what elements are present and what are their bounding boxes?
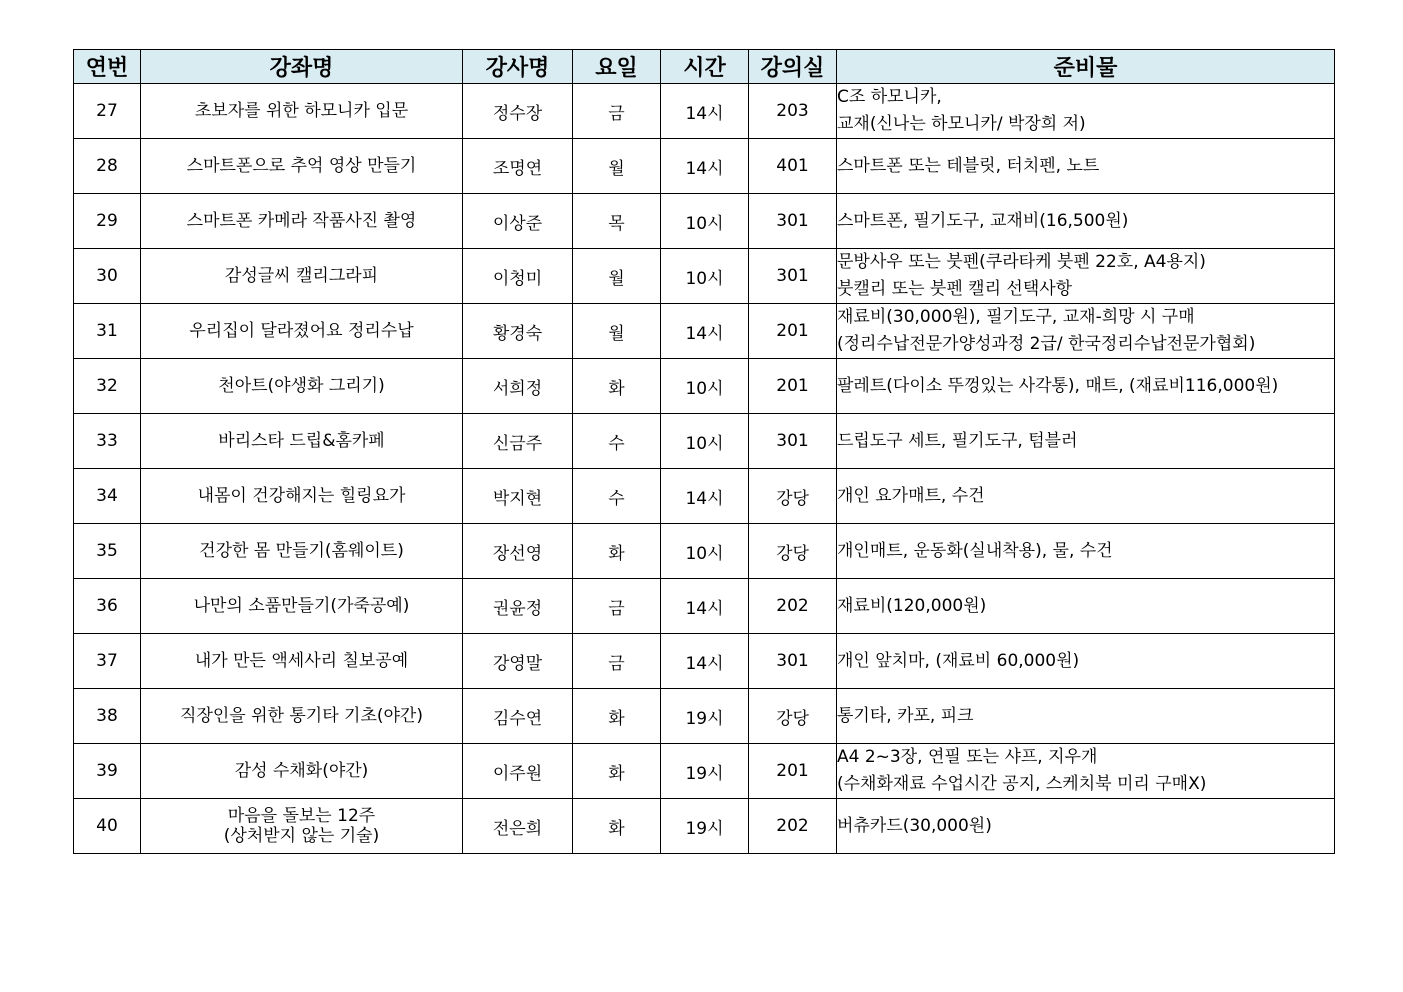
cell-teacher: 이상준 [463,194,573,249]
cell-room: 202 [749,799,837,854]
cell-teacher: 장선영 [463,524,573,579]
cell-teacher: 신금주 [463,414,573,469]
cell-course-title: 초보자를 위한 하모니카 입문 [141,84,463,139]
header-materials: 준비물 [837,50,1335,84]
cell-teacher: 강영말 [463,634,573,689]
cell-room: 강당 [749,469,837,524]
cell-day: 화 [573,799,661,854]
cell-time: 10시 [661,414,749,469]
table-row [74,579,1335,634]
cell-materials [837,469,1335,524]
table-body [74,84,1335,854]
cell-no: 29 [74,194,141,249]
table-row [74,689,1335,744]
course-table [73,49,1335,854]
cell-materials [837,414,1335,469]
cell-course-title: 내가 만든 액세사리 칠보공예 [141,634,463,689]
materials-line: 개인매트, 운동화(실내착용), 물, 수건 [837,540,1113,561]
materials-line: 드립도구 세트, 필기도구, 텀블러 [837,430,1078,451]
cell-teacher: 김수연 [463,689,573,744]
cell-no: 38 [74,689,141,744]
cell-materials [837,359,1335,414]
cell-course-title: 우리집이 달라졌어요 정리수납 [141,304,463,359]
cell-no: 40 [74,799,141,854]
cell-course-title: 천아트(야생화 그리기) [141,359,463,414]
materials-line: 재료비(30,000원), 필기도구, 교재-희망 시 구매 [837,307,1195,327]
cell-day: 월 [573,304,661,359]
cell-room: 강당 [749,524,837,579]
table-row [74,139,1335,194]
cell-no: 36 [74,579,141,634]
cell-room: 301 [749,194,837,249]
cell-materials [837,194,1335,249]
cell-course-title: 직장인을 위한 통기타 기초(야간) [141,689,463,744]
table-row [74,634,1335,689]
materials-line: 문방사우 또는 붓펜(쿠라타케 붓펜 22호, A4용지) [837,252,1206,272]
cell-time: 14시 [661,579,749,634]
cell-room: 202 [749,579,837,634]
cell-materials [837,689,1335,744]
cell-no: 35 [74,524,141,579]
table-row [74,744,1335,799]
materials-line: (정리수납전문가양성과정 2급/ 한국정리수납전문가협회) [837,334,1256,354]
cell-day: 금 [573,579,661,634]
table-row [74,799,1335,854]
cell-time: 14시 [661,304,749,359]
cell-room: 301 [749,634,837,689]
cell-day: 월 [573,249,661,304]
cell-no: 37 [74,634,141,689]
cell-course-title: 감성글씨 캘리그라피 [141,249,463,304]
cell-day: 화 [573,689,661,744]
cell-time: 14시 [661,139,749,194]
materials-line: (수채화재료 수업시간 공지, 스케치북 미리 구매X) [837,774,1207,794]
cell-materials [837,249,1335,304]
header-teacher: 강사명 [463,50,573,84]
cell-teacher: 권윤정 [463,579,573,634]
cell-course-title: 나만의 소품만들기(가죽공예) [141,579,463,634]
cell-materials [837,579,1335,634]
cell-time: 19시 [661,689,749,744]
cell-day: 금 [573,634,661,689]
cell-no: 30 [74,249,141,304]
table-header [74,50,1335,84]
header-time: 시간 [661,50,749,84]
cell-time: 10시 [661,249,749,304]
table-row [74,524,1335,579]
materials-line: 교재(신나는 하모니카/ 박장희 저) [837,114,1086,134]
cell-course-title: 바리스타 드립&홈카페 [141,414,463,469]
header-no: 연번 [74,50,141,84]
table-row [74,194,1335,249]
cell-materials [837,799,1335,854]
cell-materials [837,634,1335,689]
cell-time: 10시 [661,524,749,579]
cell-materials [837,524,1335,579]
header-title: 강좌명 [141,50,463,84]
cell-teacher: 정수장 [463,84,573,139]
cell-no: 28 [74,139,141,194]
cell-time: 19시 [661,799,749,854]
cell-teacher: 서희정 [463,359,573,414]
cell-time: 10시 [661,194,749,249]
materials-line: 붓캘리 또는 붓펜 캘리 선택사항 [837,279,1073,299]
cell-no: 32 [74,359,141,414]
cell-course-title: 마음을 돌보는 12주 (상처받지 않는 기술) [141,799,463,854]
cell-time: 19시 [661,744,749,799]
cell-course-title: 스마트폰 카메라 작품사진 촬영 [141,194,463,249]
cell-room: 201 [749,359,837,414]
table-row [74,304,1335,359]
table-row [74,469,1335,524]
cell-time: 10시 [661,359,749,414]
header-row [74,50,1335,84]
table-row [74,359,1335,414]
cell-materials [837,139,1335,194]
cell-no: 39 [74,744,141,799]
materials-line: 팔레트(다이소 뚜껑있는 사각통), 매트, (재료비116,000원) [837,375,1279,396]
cell-day: 화 [573,744,661,799]
header-room: 강의실 [749,50,837,84]
cell-day: 월 [573,139,661,194]
cell-day: 수 [573,469,661,524]
cell-time: 14시 [661,634,749,689]
cell-no: 34 [74,469,141,524]
header-day: 요일 [573,50,661,84]
cell-teacher: 조명연 [463,139,573,194]
cell-course-title: 내몸이 건강해지는 힐링요가 [141,469,463,524]
cell-course-title: 스마트폰으로 추억 영상 만들기 [141,139,463,194]
cell-materials [837,744,1335,799]
materials-line: 개인 요가매트, 수건 [837,485,985,506]
cell-teacher: 이주원 [463,744,573,799]
materials-line: 재료비(120,000원) [837,595,987,616]
cell-teacher: 황경숙 [463,304,573,359]
materials-line: A4 2~3장, 연필 또는 샤프, 지우개 [837,747,1098,767]
cell-no: 33 [74,414,141,469]
cell-room: 203 [749,84,837,139]
cell-materials [837,84,1335,139]
table-row [74,414,1335,469]
materials-line: 통기타, 카포, 피크 [837,705,974,726]
materials-line: 버츄카드(30,000원) [837,815,992,836]
cell-room: 201 [749,304,837,359]
cell-room: 401 [749,139,837,194]
cell-no: 27 [74,84,141,139]
cell-materials [837,304,1335,359]
cell-day: 목 [573,194,661,249]
cell-room: 301 [749,414,837,469]
cell-room: 201 [749,744,837,799]
table-row [74,84,1335,139]
cell-time: 14시 [661,84,749,139]
cell-time: 14시 [661,469,749,524]
table-row [74,249,1335,304]
cell-teacher: 이청미 [463,249,573,304]
materials-line: 스마트폰, 필기도구, 교재비(16,500원) [837,210,1129,231]
materials-line: 개인 앞치마, (재료비 60,000원) [837,650,1080,671]
cell-teacher: 박지현 [463,469,573,524]
cell-day: 화 [573,359,661,414]
cell-room: 301 [749,249,837,304]
cell-room: 강당 [749,689,837,744]
materials-line: C조 하모니카, [837,87,942,107]
cell-teacher: 전은희 [463,799,573,854]
cell-day: 화 [573,524,661,579]
cell-day: 금 [573,84,661,139]
cell-course-title: 건강한 몸 만들기(홈웨이트) [141,524,463,579]
materials-line: 스마트폰 또는 테블릿, 터치펜, 노트 [837,155,1100,176]
cell-day: 수 [573,414,661,469]
cell-no: 31 [74,304,141,359]
cell-course-title: 감성 수채화(야간) [141,744,463,799]
